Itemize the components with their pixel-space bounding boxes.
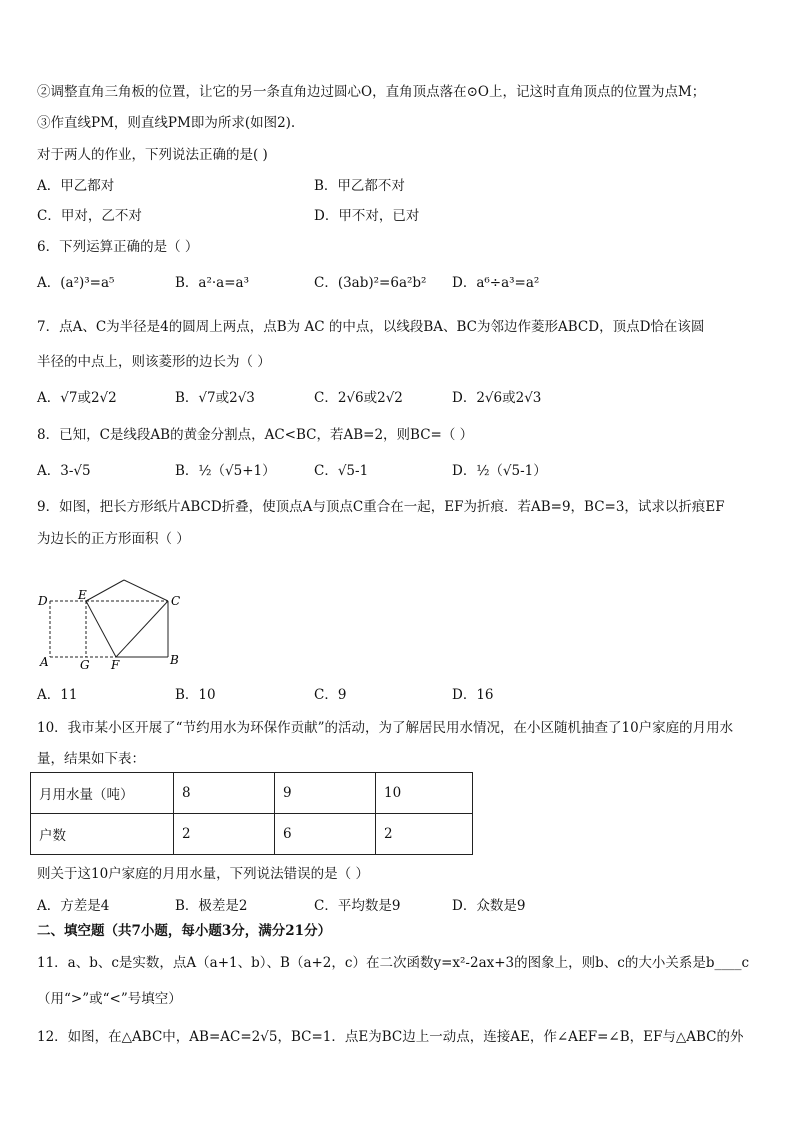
- label-c: C: [171, 594, 181, 608]
- q10-option-b: B．极差是2: [175, 898, 248, 914]
- q8-option-a: A．3-√5: [37, 463, 91, 479]
- q7-stem-line2: 半径的中点上，则该菱形的边长为（ ）: [37, 354, 271, 370]
- q9-stem-line2: 为边长的正方形面积（ ）: [37, 531, 190, 547]
- q7-stem-line1: 7．点A、C为半径是4的圆周上两点，点B为 AC 的中点，以线段BA、BC为邻边作菱形ABCD，顶点D恰在该圆: [37, 319, 705, 335]
- q6-stem: 6．下列运算正确的是（ ）: [37, 239, 199, 255]
- q6-option-b: B．a²·a=a³: [175, 275, 249, 291]
- q12-stem-line1: 12．如图，在△ABC中，AB=AC=2√5，BC=1．点E为BC边上一动点，连接AE，作∠AEF=∠B，EF与△ABC的外: [37, 1029, 744, 1045]
- table-row: [31, 814, 473, 855]
- q11-stem-line2: （用“>”或“<”号填空）: [37, 991, 182, 1007]
- table-cell: 10: [376, 773, 473, 814]
- table-cell: 2: [376, 814, 473, 855]
- q7-option-c: C．2√6或2√2: [314, 390, 403, 406]
- instruction-step-2: ②调整直角三角板的位置，让它的另一条直角边过圆心O，直角顶点落在⊙O上，记这时直角顶点的位置为点M；: [37, 84, 706, 100]
- q9-option-a: A．11: [37, 687, 78, 703]
- table-cell: 6: [275, 814, 376, 855]
- q5-option-a: A．甲乙都对: [37, 178, 115, 194]
- q5-stem: 对于两人的作业，下列说法正确的是( ): [37, 147, 268, 163]
- q5-option-b: B．甲乙都不对: [314, 178, 405, 194]
- q10-option-c: C．平均数是9: [314, 898, 401, 914]
- label-e: E: [78, 588, 87, 602]
- table-cell: 月用水量（吨）: [31, 773, 174, 814]
- instruction-step-3: ③作直线PM，则直线PM即为所求(如图2).: [37, 115, 296, 131]
- water-usage-table: [30, 772, 473, 855]
- q8-option-b: B．½（√5+1）: [175, 463, 276, 479]
- table-cell: 8: [174, 773, 275, 814]
- label-d: D: [38, 594, 48, 608]
- q9-option-d: D．16: [452, 687, 494, 703]
- q7-option-b: B．√7或2√3: [175, 390, 255, 406]
- q10-option-d: D．众数是9: [452, 898, 526, 914]
- label-b: B: [170, 653, 179, 667]
- q7-option-d: D．2√6或2√3: [452, 390, 542, 406]
- q9-figure: [34, 578, 184, 674]
- q8-option-d: D．½（√5-1）: [452, 463, 547, 479]
- label-f: F: [111, 658, 120, 672]
- q10-stem-line1: 10．我市某小区开展了“节约用水为环保作贡献”的活动，为了解居民用水情况，在小区随机抽查了10户家庭的月用水: [37, 720, 734, 736]
- q10-stem-line3: 则关于这10户家庭的月用水量，下列说法错误的是（ ）: [37, 866, 369, 882]
- q8-stem: 8．已知，C是线段AB的黄金分割点，AC<BC，若AB=2，则BC=（ ）: [37, 427, 474, 443]
- table-cell: 9: [275, 773, 376, 814]
- q10-stem-line2: 量，结果如下表：: [37, 751, 145, 767]
- q9-stem-line1: 9．如图，把长方形纸片ABCD折叠，使顶点A与顶点C重合在一起，EF为折痕．若AB=9，BC=3，试求以折痕EF: [37, 499, 725, 515]
- q5-option-d: D．甲不对，已对: [314, 208, 420, 224]
- q8-option-c: C．√5-1: [314, 463, 369, 479]
- q7-option-a: A．√7或2√2: [37, 390, 117, 406]
- q6-option-d: D．a⁶÷a³=a²: [452, 275, 540, 291]
- q10-option-a: A．方差是4: [37, 898, 110, 914]
- label-a: A: [40, 655, 49, 669]
- q9-option-c: C．9: [314, 687, 347, 703]
- q11-stem-line1: 11．a、b、c是实数，点A（a+1、b）、B（a+2，c）在二次函数y=x²-2ax+3的图象上，则b、c的大小关系是b____c: [37, 955, 750, 971]
- q9-option-b: B．10: [175, 687, 216, 703]
- table-row: [31, 773, 473, 814]
- q5-option-c: C．甲对，乙不对: [37, 208, 142, 224]
- table-cell: 2: [174, 814, 275, 855]
- q6-option-a: A．(a²)³=a⁵: [37, 275, 115, 291]
- table-cell: 户数: [31, 814, 174, 855]
- q6-option-c: C．(3ab)²=6a²b²: [314, 275, 427, 291]
- section-heading-fill-in: 二、填空题（共7小题，每小题3分，满分21分）: [37, 923, 332, 939]
- label-g: G: [80, 658, 90, 672]
